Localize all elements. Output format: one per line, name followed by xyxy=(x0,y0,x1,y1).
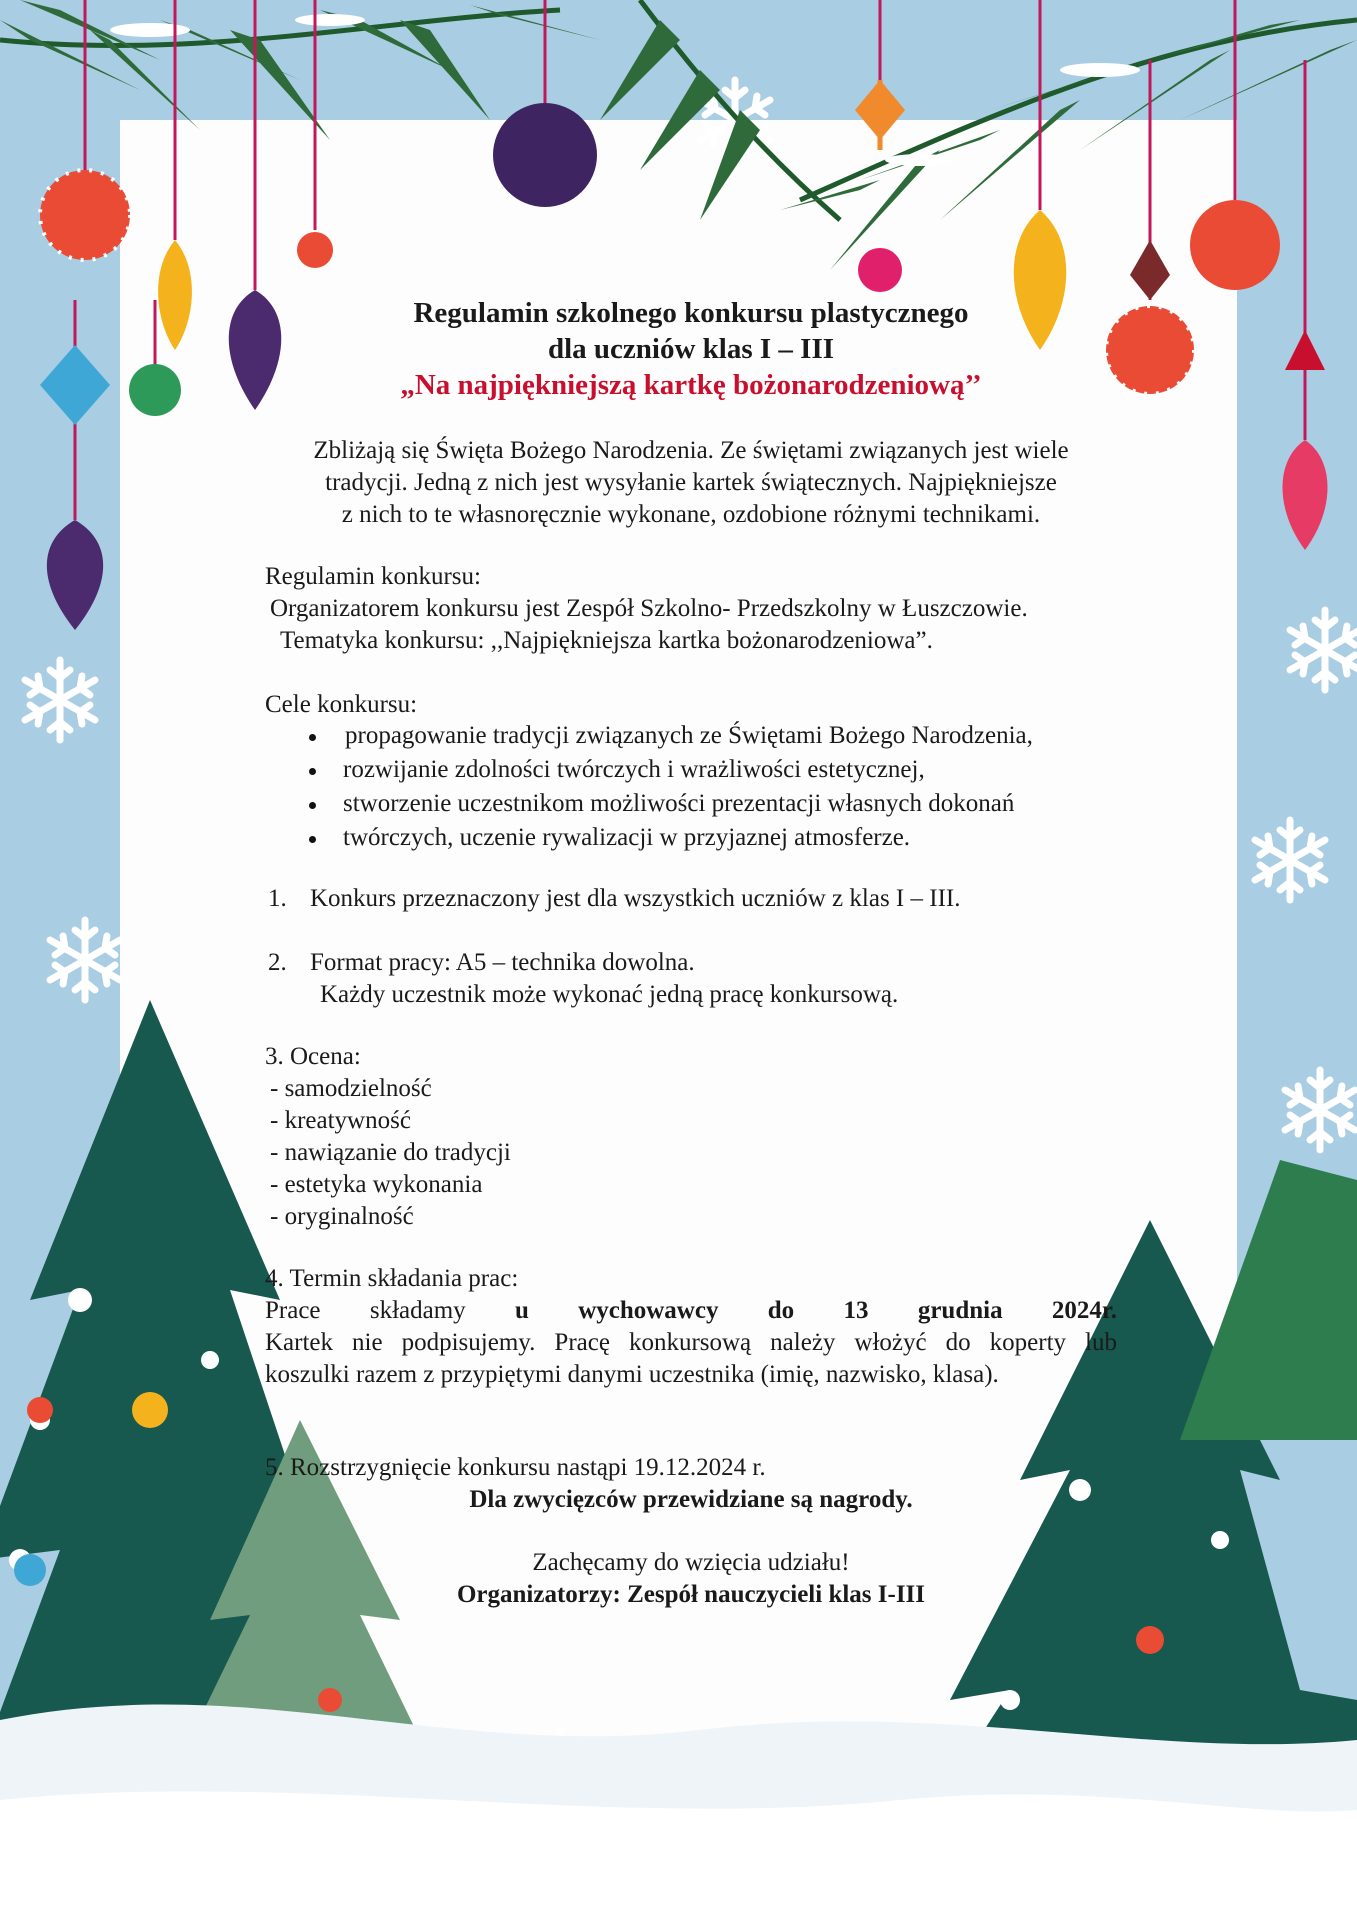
p4-word: grudnia xyxy=(917,1297,1003,1324)
rules-theme: Tematyka konkursu: ,,Najpiękniejsza kartka bożonarodzeniowa”. xyxy=(280,627,933,654)
criteria-item: - samodzielność xyxy=(270,1075,432,1102)
invitation: Zachęcamy do wzięcia udziału! xyxy=(532,1549,850,1576)
point-2-number: 2. xyxy=(268,949,287,976)
goal-item: stworzenie uczestnikom możliwości prezentacji własnych dokonań xyxy=(343,790,1015,817)
point-5-text: 5. Rozstrzygnięcie konkursu nastąpi 19.12.2024 r. xyxy=(265,1454,766,1481)
p4-word: Prace xyxy=(265,1297,321,1324)
p4-word: u xyxy=(514,1297,529,1324)
point-4-heading: 4. Termin składania prac: xyxy=(265,1265,519,1292)
bullet-icon xyxy=(309,802,316,809)
point-1-text: Konkurs przeznaczony jest dla wszystkich uczniów z klas I – III. xyxy=(310,885,961,912)
criteria-item: - kreatywność xyxy=(270,1107,411,1134)
criteria-item: - oryginalność xyxy=(270,1203,414,1230)
title-line-3: „Na najpiękniejszą kartkę bożonarodzeniową’’ xyxy=(400,369,982,401)
point-4-line-2: Kartek nie podpisujemy. Pracę konkursową należy włożyć do koperty lub xyxy=(265,1329,1117,1356)
goal-item: twórczych, uczenie rywalizacji w przyjaznej atmosferze. xyxy=(343,824,911,851)
point-3-heading: 3. Ocena: xyxy=(265,1043,361,1070)
title-line-1: Regulamin szkolnego konkursu plastycznego xyxy=(413,297,969,329)
point-2-extra: Każdy uczestnik może wykonać jedną pracę konkursową. xyxy=(320,981,899,1008)
bullet-icon xyxy=(309,836,316,843)
point-2-text: Format pracy: A5 – technika dowolna. xyxy=(310,949,695,976)
p4-word: 2024r. xyxy=(1051,1297,1117,1324)
prizes-note: Dla zwycięzców przewidziane są nagrody. xyxy=(469,1486,913,1513)
intro-line-2: tradycji. Jedną z nich jest wysyłanie kartek świątecznych. Najpiękniejsze xyxy=(325,469,1057,496)
organizers-signature: Organizatorzy: Zespół nauczycieli klas I-III xyxy=(456,1581,926,1608)
point-1-number: 1. xyxy=(268,885,287,912)
point-4-line-1 xyxy=(265,1295,1117,1327)
title-line-2: dla uczniów klas I – III xyxy=(547,333,835,365)
bullet-icon xyxy=(309,768,316,775)
goal-item: propagowanie tradycji związanych ze Świętami Bożego Narodzenia, xyxy=(345,722,1033,749)
p4-word: 13 xyxy=(843,1297,869,1324)
bullet-icon xyxy=(309,734,316,741)
goals-heading: Cele konkursu: xyxy=(265,691,418,718)
p4-word: składamy xyxy=(369,1297,466,1324)
intro-line-3: z nich to te własnoręcznie wykonane, ozdobione różnymi technikami. xyxy=(341,501,1041,528)
rules-organizer: Organizatorem konkursu jest Zespół Szkolno- Przedszkolny w Łuszczowie. xyxy=(270,595,1028,622)
intro-line-1: Zbliżają się Święta Bożego Narodzenia. Ze świętami związanych jest wiele xyxy=(313,437,1069,464)
point-4-line-3: koszulki razem z przypiętymi danymi uczestnika (imię, nazwisko, klasa). xyxy=(265,1361,999,1388)
rules-heading: Regulamin konkursu: xyxy=(265,563,481,590)
goal-item: rozwijanie zdolności twórczych i wrażliwości estetycznej, xyxy=(343,756,925,783)
criteria-item: - estetyka wykonania xyxy=(270,1171,483,1198)
p4-word: do xyxy=(767,1297,795,1324)
criteria-item: - nawiązanie do tradycji xyxy=(270,1139,511,1166)
p4-word: wychowawcy xyxy=(578,1297,719,1324)
